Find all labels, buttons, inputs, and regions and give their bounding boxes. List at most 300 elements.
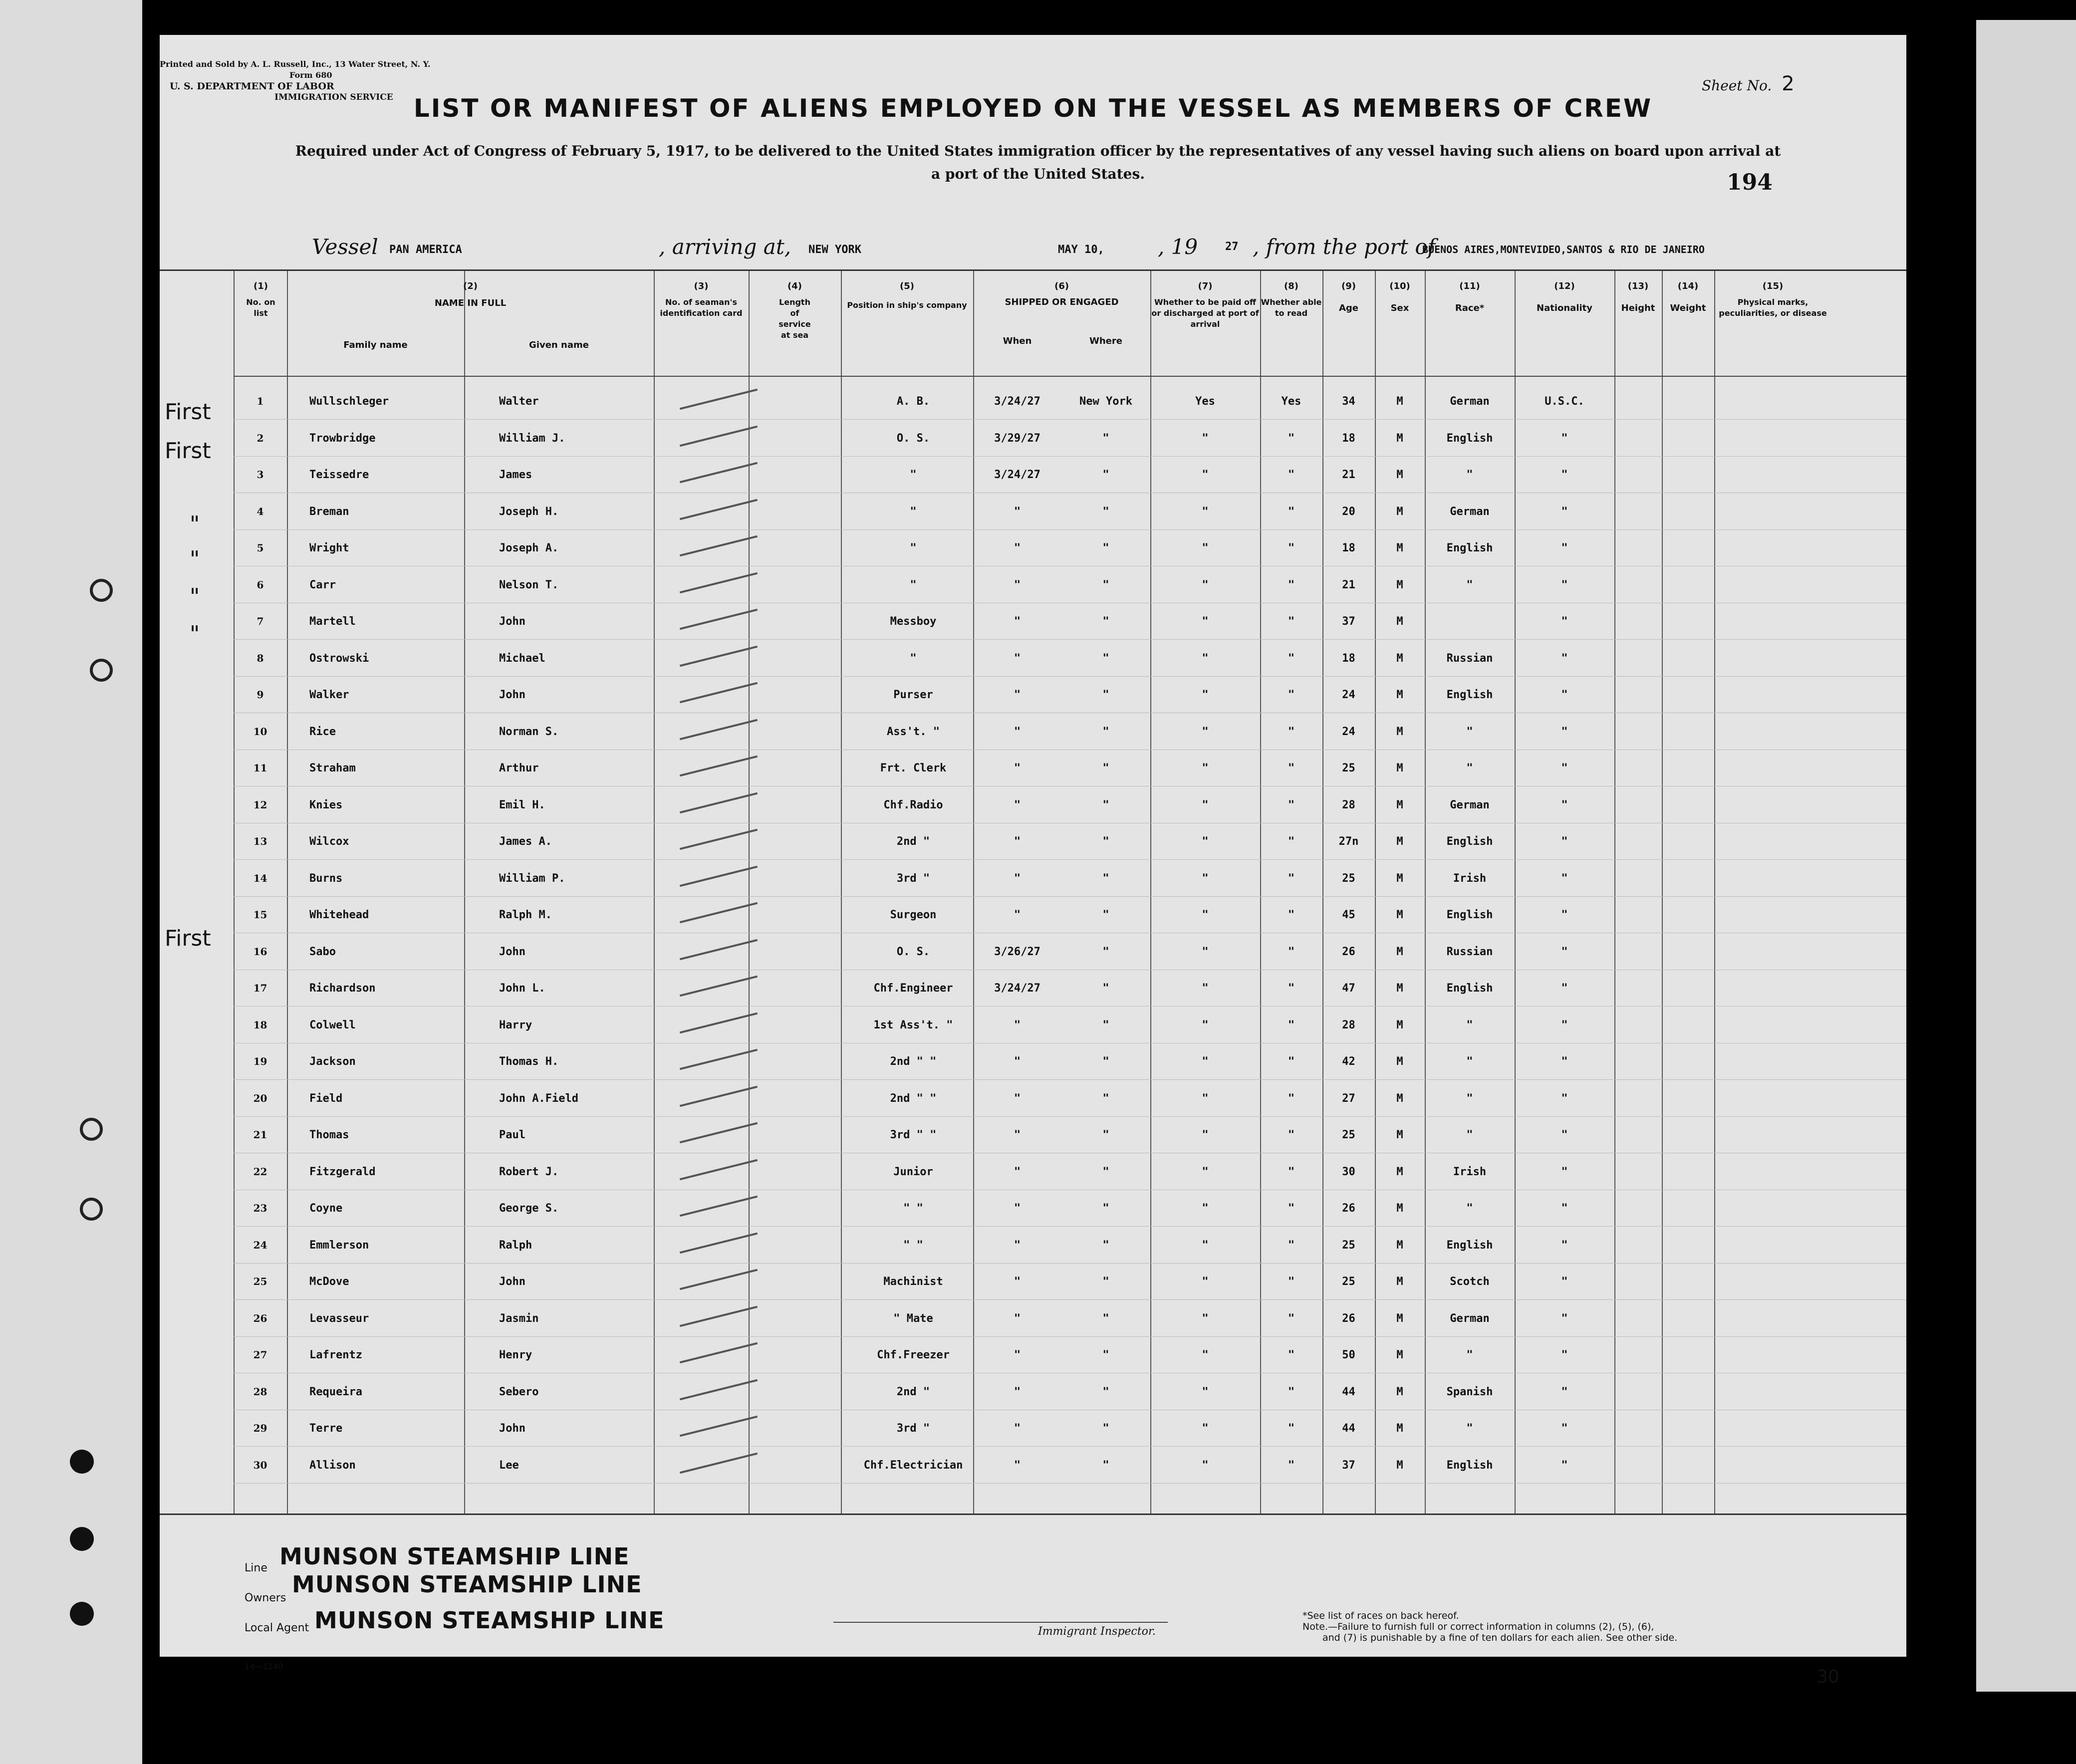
cell-read: Yes (1281, 395, 1301, 408)
cell-race: German (1450, 1312, 1490, 1325)
cell-position: " (910, 469, 917, 481)
cell-where: " (1102, 1349, 1109, 1361)
cell-sex: M (1396, 945, 1403, 958)
check-mark (680, 829, 758, 850)
cell-where: " (1102, 1202, 1109, 1215)
table-row (160, 823, 1906, 859)
cell-read: " (1288, 909, 1295, 921)
cell-age: 25 (1342, 762, 1355, 774)
cell-race: " (1466, 762, 1473, 774)
check-mark (680, 1342, 758, 1364)
check-mark (680, 865, 758, 887)
cell-read: " (1288, 725, 1295, 738)
table-row (160, 1007, 1906, 1043)
cell-sex: M (1396, 1165, 1403, 1178)
check-mark (680, 499, 758, 520)
cell-nationality: " (1561, 578, 1568, 591)
cell-race: " (1466, 1055, 1473, 1068)
cell-no: 5 (257, 542, 264, 554)
cell-where: " (1102, 909, 1109, 921)
cell-no: 18 (253, 1018, 267, 1031)
cell-race: Russian (1446, 652, 1493, 665)
check-mark (680, 645, 758, 667)
cell-position: O. S. (896, 945, 930, 958)
cell-when: " (1014, 1385, 1021, 1398)
inspector-label: Immigrant Inspector. (1038, 1625, 1156, 1638)
cell-family: Wright (309, 542, 349, 554)
cell-paid: " (1202, 872, 1209, 885)
cell-where: " (1102, 872, 1109, 885)
cell-nationality: " (1561, 1239, 1568, 1252)
cell-paid: " (1202, 1275, 1209, 1288)
table-row (160, 897, 1906, 933)
cell-position: 2nd " " (890, 1055, 937, 1068)
cell-when: " (1014, 689, 1021, 701)
year-prefix: , 19 (1158, 235, 1198, 259)
cell-given: John (499, 689, 525, 701)
cell-race: English (1446, 1239, 1493, 1252)
cell-position: O. S. (896, 432, 930, 445)
cell-family: Lafrentz (309, 1349, 362, 1361)
binder-hole (70, 1527, 94, 1551)
vessel-name: PAN AMERICA (389, 244, 462, 256)
cell-family: Sabo (309, 945, 336, 958)
penalty-note: Note.—Failure to furnish full or correct information in columns (2), (5), (6), (1302, 1621, 1654, 1632)
cell-family: Rice (309, 725, 336, 738)
binder-hole (80, 1198, 103, 1221)
cell-age: 44 (1342, 1385, 1355, 1398)
cell-age: 26 (1342, 945, 1355, 958)
cell-race: " (1466, 1349, 1473, 1361)
cell-paid: " (1202, 835, 1209, 848)
cell-paid: " (1202, 1349, 1209, 1361)
cell-nationality: " (1561, 1092, 1568, 1105)
cell-race: English (1446, 909, 1493, 921)
cell-position: " (910, 542, 917, 554)
cell-family: Jackson (309, 1055, 356, 1068)
check-mark (680, 1196, 758, 1217)
from-port: BUENOS AIRES,MONTEVIDEO,SANTOS & RIO DE JANEIRO (1422, 244, 1705, 255)
cell-age: 18 (1342, 432, 1355, 445)
cell-when: 3/24/27 (994, 982, 1040, 995)
cell-when: " (1014, 1459, 1021, 1472)
cell-given: Norman S. (499, 725, 559, 738)
cell-age: 30 (1342, 1165, 1355, 1178)
cell-no: 2 (257, 432, 264, 444)
form-number: Form 680 (289, 70, 332, 80)
cell-family: Field (309, 1092, 343, 1105)
document-title: LIST OR MANIFEST OF ALIENS EMPLOYED ON THE VESSEL AS MEMBERS OF CREW (413, 94, 1653, 123)
cell-nationality: " (1561, 469, 1568, 481)
table-row (160, 530, 1906, 566)
cell-age: 18 (1342, 652, 1355, 665)
cell-given: Arthur (499, 762, 539, 774)
cell-family: Wullschleger (309, 395, 389, 408)
check-mark (680, 389, 758, 410)
cell-where: " (1102, 432, 1109, 445)
col2-header: (2) NAME IN FULL Family name Given name (343, 281, 589, 350)
table-row (160, 383, 1906, 419)
cell-sex: M (1396, 1422, 1403, 1435)
cell-no: 15 (253, 909, 267, 921)
cell-read: " (1288, 469, 1295, 481)
table-row (160, 1263, 1906, 1299)
sheet-value: 2 (1782, 72, 1795, 95)
printer-line: Printed and Sold by A. L. Russell, Inc., 13 Water Street, N. Y. (160, 59, 431, 69)
margin-note: " (190, 584, 200, 609)
cell-where: " (1102, 1459, 1109, 1472)
cell-paid: " (1202, 1018, 1209, 1031)
cell-no: 9 (257, 689, 264, 701)
cell-when: " (1014, 1092, 1021, 1105)
cell-family: Requeira (309, 1385, 362, 1398)
cell-race: Russian (1446, 945, 1493, 958)
cell-read: " (1288, 945, 1295, 958)
cell-nationality: " (1561, 1018, 1568, 1031)
cell-when: " (1014, 835, 1021, 848)
cell-given: John (499, 1275, 525, 1288)
cell-sex: M (1396, 505, 1403, 518)
cell-position: 3rd " (896, 1422, 930, 1435)
cell-sex: M (1396, 615, 1403, 628)
cell-nationality: " (1561, 835, 1568, 848)
table-row (160, 934, 1906, 970)
cell-paid: " (1202, 615, 1209, 628)
cell-given: Joseph A. (499, 542, 559, 554)
cell-where: " (1102, 1422, 1109, 1435)
cell-race: " (1466, 725, 1473, 738)
cell-sex: M (1396, 1349, 1403, 1361)
year-suffix: 27 (1225, 241, 1239, 253)
cell-paid: " (1202, 909, 1209, 921)
cell-paid: " (1202, 945, 1209, 958)
cell-where: " (1102, 1055, 1109, 1068)
cell-sex: M (1396, 872, 1403, 885)
cell-given: Robert J. (499, 1165, 559, 1178)
stamped-number: 194 (1727, 170, 1773, 195)
check-mark (680, 1232, 758, 1254)
table-row (160, 457, 1906, 493)
cell-no: 16 (253, 945, 267, 958)
cell-when: " (1014, 1129, 1021, 1141)
cell-paid: " (1202, 1092, 1209, 1105)
cell-nationality: " (1561, 798, 1568, 811)
cell-age: 44 (1342, 1422, 1355, 1435)
cell-paid: " (1202, 1055, 1209, 1068)
cell-position: Frt. Clerk (880, 762, 947, 774)
cell-position: Chf.Freezer (877, 1349, 950, 1361)
cell-when: 3/24/27 (994, 395, 1040, 408)
cell-no: 28 (253, 1385, 267, 1398)
cell-race: German (1450, 395, 1490, 408)
cell-age: 27 (1342, 1092, 1355, 1105)
vessel-label: Vessel (312, 235, 378, 259)
cell-age: 42 (1342, 1055, 1355, 1068)
cell-age: 28 (1342, 798, 1355, 811)
col9-header: (9) Age (1338, 281, 1359, 313)
cell-age: 37 (1342, 615, 1355, 628)
cell-nationality: " (1561, 762, 1568, 774)
cell-position: 3rd " (896, 872, 930, 885)
owners-stamp: MUNSON STEAMSHIP LINE (292, 1571, 642, 1598)
cell-given: Joseph H. (499, 505, 559, 518)
table-row (160, 603, 1906, 639)
cell-nationality: " (1561, 982, 1568, 995)
cell-read: " (1288, 798, 1295, 811)
cell-sex: M (1396, 982, 1403, 995)
cell-read: " (1288, 1092, 1295, 1105)
cell-given: George S. (499, 1202, 559, 1215)
cell-age: 26 (1342, 1312, 1355, 1325)
cell-nationality: " (1561, 432, 1568, 445)
check-mark (680, 902, 758, 924)
check-mark (680, 609, 758, 630)
check-mark (680, 1012, 758, 1033)
cell-no: 24 (253, 1239, 267, 1251)
cell-read: " (1288, 1129, 1295, 1141)
cell-read: " (1288, 432, 1295, 445)
cell-age: 26 (1342, 1202, 1355, 1215)
cell-sex: M (1396, 762, 1403, 774)
cell-where: " (1102, 615, 1109, 628)
cell-sex: M (1396, 1312, 1403, 1325)
cell-where: New York (1079, 395, 1132, 408)
cell-nationality: " (1561, 1422, 1568, 1435)
cell-nationality: " (1561, 1055, 1568, 1068)
cell-when: " (1014, 615, 1021, 628)
cell-given: John A.Field (499, 1092, 578, 1105)
corner-number: 30 (1816, 1667, 1839, 1687)
cell-race: " (1466, 1422, 1473, 1435)
cell-sex: M (1396, 395, 1403, 408)
sheet-number (1702, 72, 1795, 95)
cell-given: John (499, 945, 525, 958)
adjacent-page-left (0, 0, 142, 1764)
cell-sex: M (1396, 542, 1403, 554)
cell-given: Henry (499, 1349, 532, 1361)
cell-sex: M (1396, 469, 1403, 481)
cell-paid: " (1202, 798, 1209, 811)
cell-position: " (910, 578, 917, 591)
col4-header: (4) Length of service at sea (778, 281, 811, 340)
col10-header: (10) Sex (1389, 281, 1410, 313)
col1-header: (1) No. on list (246, 281, 275, 318)
cell-when: " (1014, 505, 1021, 518)
cell-position: Chf.Radio (883, 798, 943, 811)
cell-family: Whitehead (309, 909, 369, 921)
cell-read: " (1288, 1165, 1295, 1178)
cell-age: 47 (1342, 982, 1355, 995)
cell-nationality: " (1561, 1349, 1568, 1361)
cell-no: 10 (253, 725, 267, 738)
cell-race: English (1446, 542, 1493, 554)
cell-family: Ostrowski (309, 652, 369, 665)
check-mark (680, 1085, 758, 1107)
cell-age: 25 (1342, 1275, 1355, 1288)
cell-age: 21 (1342, 578, 1355, 591)
table-row (160, 1190, 1906, 1226)
arrival-date: MAY 10, (1058, 244, 1104, 256)
cell-family: Straham (309, 762, 356, 774)
cell-read: " (1288, 762, 1295, 774)
cell-where: " (1102, 1129, 1109, 1141)
cell-paid: " (1202, 762, 1209, 774)
cell-age: 45 (1342, 909, 1355, 921)
cell-given: Jasmin (499, 1312, 539, 1325)
cell-family: Emmlerson (309, 1239, 369, 1252)
cell-paid: " (1202, 1129, 1209, 1141)
service-name: IMMIGRATION SERVICE (274, 92, 393, 102)
cell-paid: " (1202, 432, 1209, 445)
cell-read: " (1288, 689, 1295, 701)
arriving-port: NEW YORK (808, 244, 861, 256)
table-row (160, 1300, 1906, 1336)
cell-read: " (1288, 1349, 1295, 1361)
cell-position: Surgeon (890, 909, 937, 921)
cell-nationality: " (1561, 652, 1568, 665)
cell-given: John (499, 615, 525, 628)
cell-where: " (1102, 1092, 1109, 1105)
cell-sex: M (1396, 652, 1403, 665)
check-mark (680, 1452, 758, 1474)
table-row (160, 1117, 1906, 1153)
crew-table (160, 269, 1906, 1515)
cell-no: 12 (253, 798, 267, 811)
check-mark (680, 1159, 758, 1180)
cell-nationality: " (1561, 1459, 1568, 1472)
cell-position: " " (903, 1202, 923, 1215)
cell-age: 25 (1342, 1129, 1355, 1141)
check-mark (680, 719, 758, 740)
owners-label: Owners (245, 1592, 286, 1604)
cell-sex: M (1396, 1092, 1403, 1105)
line-label: Line (245, 1562, 267, 1574)
col5-header: (5) Position in ship's company (847, 281, 967, 310)
col15-header: (15) Physical marks, peculiarities, or disease (1719, 281, 1827, 318)
cell-family: Levasseur (309, 1312, 369, 1325)
col13-header: (13) Height (1621, 281, 1655, 313)
cell-age: 25 (1342, 872, 1355, 885)
cell-position: Messboy (890, 615, 937, 628)
cell-position: Junior (893, 1165, 933, 1178)
cell-given: Paul (499, 1129, 525, 1141)
penalty-note-cont: and (7) is punishable by a fine of ten dollars for each alien. See other side. (1322, 1632, 1678, 1643)
cell-sex: M (1396, 835, 1403, 848)
table-row (160, 714, 1906, 750)
check-mark (680, 1379, 758, 1400)
col6-header: (6) SHIPPED OR ENGAGED When Where (1003, 281, 1122, 346)
table-row (160, 750, 1906, 786)
cell-where: " (1102, 982, 1109, 995)
cell-where: " (1102, 798, 1109, 811)
cell-given: William P. (499, 872, 565, 885)
cell-family: Breman (309, 505, 349, 518)
manifest-page (160, 35, 1906, 1687)
cell-no: 29 (253, 1422, 267, 1434)
cell-nationality: " (1561, 945, 1568, 958)
cell-position: 2nd " " (890, 1092, 937, 1105)
cell-paid: " (1202, 1239, 1209, 1252)
cell-race: English (1446, 982, 1493, 995)
cell-paid: " (1202, 652, 1209, 665)
cell-sex: M (1396, 432, 1403, 445)
table-row (160, 420, 1906, 456)
cell-nationality: " (1561, 542, 1568, 554)
cell-read: " (1288, 652, 1295, 665)
cell-given: Thomas H. (499, 1055, 559, 1068)
cell-family: Allison (309, 1459, 356, 1472)
cell-when: " (1014, 725, 1021, 738)
cell-position: A. B. (896, 395, 930, 408)
cell-read: " (1288, 872, 1295, 885)
cell-age: 21 (1342, 469, 1355, 481)
cell-paid: " (1202, 1202, 1209, 1215)
cell-given: James A. (499, 835, 552, 848)
check-mark (680, 572, 758, 593)
cell-position: 1st Ass't. " (873, 1018, 953, 1031)
table-row (160, 494, 1906, 529)
binder-hole (90, 579, 113, 602)
cell-read: " (1288, 505, 1295, 518)
cell-race: Irish (1453, 872, 1487, 885)
cell-age: 24 (1342, 725, 1355, 738)
table-row (160, 1227, 1906, 1263)
cell-sex: M (1396, 1055, 1403, 1068)
cell-when: " (1014, 1165, 1021, 1178)
cell-race: " (1466, 469, 1473, 481)
cell-where: " (1102, 945, 1109, 958)
cell-when: " (1014, 909, 1021, 921)
check-mark (680, 1416, 758, 1437)
cell-family: Trowbridge (309, 432, 376, 445)
cell-paid: " (1202, 1385, 1209, 1398)
table-row (160, 1447, 1906, 1483)
cell-where: " (1102, 652, 1109, 665)
cell-where: " (1102, 689, 1109, 701)
cell-race: " (1466, 1129, 1473, 1141)
margin-note: First (165, 438, 211, 464)
cell-paid: " (1202, 1459, 1209, 1472)
cell-when: 3/29/27 (994, 432, 1040, 445)
races-note: *See list of races on back hereof. (1302, 1610, 1459, 1621)
cell-when: " (1014, 798, 1021, 811)
cell-given: Harry (499, 1018, 532, 1031)
margin-note: First (165, 399, 211, 425)
check-mark (680, 682, 758, 704)
cell-sex: M (1396, 578, 1403, 591)
margin-note: " (190, 511, 200, 537)
cell-sex: M (1396, 1459, 1403, 1472)
table-row (160, 677, 1906, 713)
table-row (160, 567, 1906, 603)
table-row (160, 1337, 1906, 1373)
check-mark (680, 939, 758, 960)
cell-family: Richardson (309, 982, 376, 995)
cell-age: 25 (1342, 1239, 1355, 1252)
cell-no: 4 (257, 505, 264, 517)
cell-when: " (1014, 542, 1021, 554)
agent-stamp: MUNSON STEAMSHIP LINE (314, 1607, 665, 1634)
cell-family: Teissedre (309, 469, 369, 481)
cell-race: German (1450, 798, 1490, 811)
cell-position: " " (903, 1239, 923, 1252)
cell-paid: " (1202, 1312, 1209, 1325)
cell-no: 22 (253, 1165, 267, 1178)
col11-header: (11) Race* (1455, 281, 1485, 313)
cell-where: " (1102, 762, 1109, 774)
cell-given: Emil H. (499, 798, 545, 811)
cell-paid: Yes (1195, 395, 1215, 408)
